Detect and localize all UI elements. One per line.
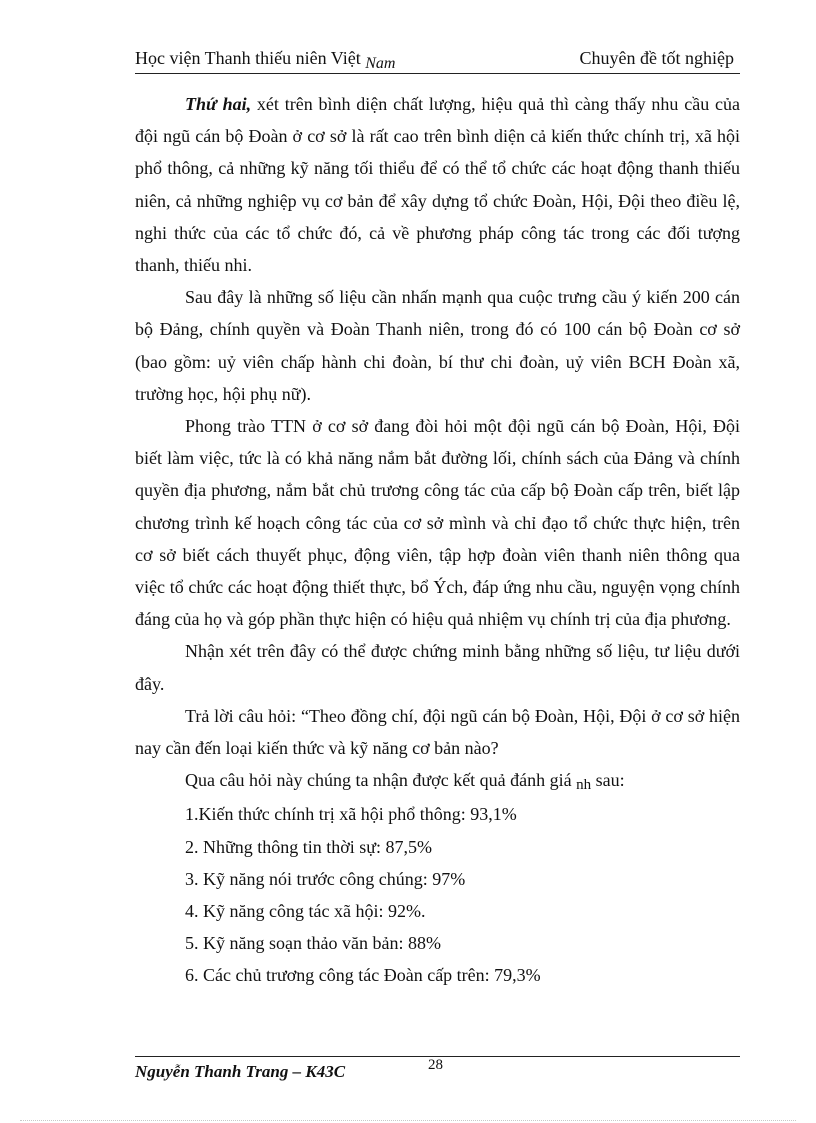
header-rule <box>135 73 740 74</box>
document-body <box>135 88 740 992</box>
paragraph-6-text: Qua câu hỏi này chúng ta nhận được kết quả đánh giá <box>185 770 577 791</box>
paragraph-1-lead: Thứ hai, <box>185 94 252 114</box>
list-item: 5. Kỹ năng soạn thảo văn bản: 88% <box>185 933 441 954</box>
page-number: 28 <box>428 1057 443 1073</box>
footer-author: Nguyễn Thanh Trang – K43C <box>135 1062 346 1081</box>
paragraph-1 <box>135 88 740 281</box>
list-item: 1.Kiến thức chính trị xã hội phổ thông: 93,1% <box>185 804 517 825</box>
header-institution-script: Nam <box>365 55 396 72</box>
paragraph-5: Trả lời câu hỏi: “Theo đồng chí, đội ngũ cán bộ Đoàn, Hội, Đội ở cơ sở hiện nay cần đến loại kiến thức và kỹ năng cơ bản nào? <box>135 705 740 759</box>
header-institution <box>135 48 396 72</box>
list-item: 3. Kỹ năng nói trước công chúng: 97% <box>185 868 466 889</box>
paragraph-6-fragment: nh <box>576 777 592 794</box>
paragraph-4: Nhận xét trên đây có thể được chứng minh bằng những số liệu, tư liệu dưới đây. <box>135 641 740 694</box>
results-list <box>135 798 740 991</box>
header-institution-text: Học viện Thanh thiếu niên Việt <box>135 48 366 68</box>
list-item: 2. Những thông tin thời sự: 87,5% <box>185 836 433 857</box>
header-document-type: Chuyên đề tốt nghiệp <box>579 48 734 68</box>
paragraph-1-text: xét trên bình diện chất lượng, hiệu quả thì càng thấy nhu cầu của đội ngũ cán bộ Đoàn ở cơ sở là rất cao trên bình diện cả kiến thức chính trị, xã hội phổ thông, cả những kỹ năng tối thiểu để có thể tổ chức các hoạt động thanh thiếu niên, cả những nghiệp vụ cơ bản để xây dựng tổ chức Đoàn, Hội, Đội theo điều lệ, nghi thức của các tổ chức đó, cả về phương pháp công tác trong các đối tượng thanh, thiếu nhi. <box>135 94 740 276</box>
list-item: 6. Các chủ trương công tác Đoàn cấp trên: 79,3% <box>185 965 541 986</box>
page-header <box>135 48 740 74</box>
paragraph-2: Sau đây là những số liệu cần nhấn mạnh qua cuộc trưng cầu ý kiến 200 cán bộ Đảng, chính quyền và Đoàn Thanh niên, trong đó có 100 cán bộ Đoàn cơ sở (bao gồm: uỷ viên chấp hành chi đoàn, bí thư chi đoàn, uỷ viên BCH Đoàn xã, trường học, hội phụ nữ). <box>135 287 740 404</box>
paragraph-6 <box>135 764 740 798</box>
list-item: 4. Kỹ năng công tác xã hội: 92%. <box>185 901 426 922</box>
paragraph-3: Phong trào TTN ở cơ sở đang đòi hỏi một đội ngũ cán bộ Đoàn, Hội, Đội biết làm việc, tức là có khả năng nắm bắt đường lối, chính sách của Đảng và chính quyền địa phương, nắm bắt chủ trương công tác của cấp bộ Đoàn cấp trên, biết lập chương trình kế hoạch công tác của cơ sở mình và chỉ đạo tổ chức thực hiện, trên cơ sở biết cách thuyết phục, động viên, tập hợp đoàn viên thanh niên thông qua việc tổ chức các hoạt động thiết thực, bổ Ých, đáp ứng nhu cầu, nguyện vọng chính đáng của họ và góp phần thực hiện có hiệu quả nhiệm vụ chính trị của địa phương. <box>135 416 740 630</box>
page-bottom-border <box>20 1120 796 1121</box>
paragraph-6-end: sau: <box>591 770 625 791</box>
